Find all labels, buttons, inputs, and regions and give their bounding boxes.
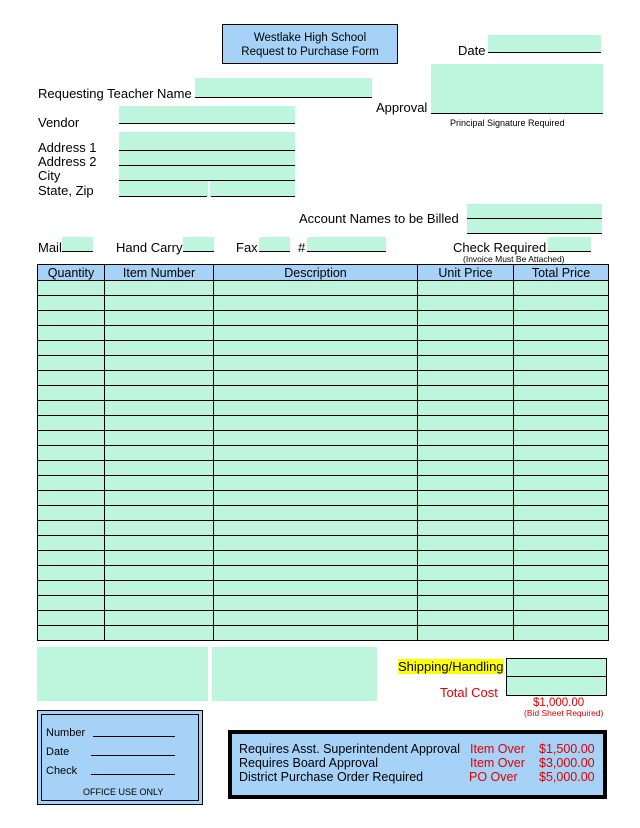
unit-price-cell[interactable] bbox=[418, 341, 514, 356]
total-price-cell[interactable] bbox=[514, 341, 609, 356]
total-price-cell[interactable] bbox=[514, 371, 609, 386]
description-cell[interactable] bbox=[214, 431, 418, 446]
unit-price-cell[interactable] bbox=[418, 386, 514, 401]
quantity-cell[interactable] bbox=[38, 611, 105, 626]
teacher-name-field[interactable] bbox=[195, 78, 372, 98]
item-number-cell[interactable] bbox=[105, 401, 214, 416]
unit-price-cell[interactable] bbox=[418, 506, 514, 521]
total-price-cell[interactable] bbox=[514, 461, 609, 476]
quantity-cell[interactable] bbox=[38, 491, 105, 506]
item-number-cell[interactable] bbox=[105, 281, 214, 296]
shipping-field[interactable] bbox=[506, 658, 607, 677]
description-cell[interactable] bbox=[214, 461, 418, 476]
approval-row-2-condition: Item Over bbox=[470, 756, 525, 770]
description-cell[interactable] bbox=[214, 611, 418, 626]
approval-row-3-amount: $5,000.00 bbox=[539, 770, 595, 784]
office-check-label: Check bbox=[46, 765, 78, 777]
fax-field[interactable] bbox=[259, 237, 290, 252]
total-price-cell[interactable] bbox=[514, 296, 609, 311]
school-name: Westlake High School bbox=[253, 32, 367, 44]
city-label: City bbox=[38, 168, 61, 183]
vendor-label: Vendor bbox=[38, 115, 80, 130]
total-price-cell[interactable] bbox=[514, 581, 609, 596]
account-line-1[interactable] bbox=[467, 218, 602, 219]
description-cell[interactable] bbox=[214, 356, 418, 371]
description-cell[interactable] bbox=[214, 551, 418, 566]
unit-price-cell[interactable] bbox=[418, 491, 514, 506]
city-field[interactable] bbox=[119, 180, 295, 181]
quantity-cell[interactable] bbox=[38, 596, 105, 611]
description-cell[interactable] bbox=[214, 326, 418, 341]
item-number-cell[interactable] bbox=[105, 416, 214, 431]
quantity-cell[interactable] bbox=[38, 416, 105, 431]
items-table-body bbox=[38, 281, 609, 641]
total-price-cell[interactable] bbox=[514, 356, 609, 371]
office-number-label: Number bbox=[46, 727, 86, 739]
description-cell[interactable] bbox=[214, 401, 418, 416]
description-cell[interactable] bbox=[214, 536, 418, 551]
description-cell[interactable] bbox=[214, 491, 418, 506]
office-number-field[interactable] bbox=[93, 724, 175, 737]
item-number-cell[interactable] bbox=[105, 386, 214, 401]
table-row bbox=[38, 341, 609, 356]
approval-line bbox=[431, 113, 603, 114]
items-table bbox=[37, 264, 609, 641]
total-price-cell[interactable] bbox=[514, 626, 609, 641]
total-price-cell[interactable] bbox=[514, 491, 609, 506]
quantity-cell[interactable] bbox=[38, 371, 105, 386]
item-number-cell[interactable] bbox=[105, 626, 214, 641]
table-row bbox=[38, 506, 609, 521]
date-field[interactable] bbox=[488, 35, 601, 53]
approval-row-3-condition: PO Over bbox=[469, 770, 518, 784]
description-cell[interactable] bbox=[214, 596, 418, 611]
table-row bbox=[38, 596, 609, 611]
item-number-cell[interactable] bbox=[105, 491, 214, 506]
table-row bbox=[38, 326, 609, 341]
unit-price-cell[interactable] bbox=[418, 356, 514, 371]
unit-price-cell[interactable] bbox=[418, 551, 514, 566]
description-cell[interactable] bbox=[214, 476, 418, 491]
table-row bbox=[38, 626, 609, 641]
total-cost-field[interactable] bbox=[506, 676, 607, 696]
table-row bbox=[38, 311, 609, 326]
table-row bbox=[38, 581, 609, 596]
unit-price-cell[interactable] bbox=[418, 311, 514, 326]
quantity-cell[interactable] bbox=[38, 536, 105, 551]
table-header-row bbox=[38, 265, 609, 281]
total-price-cell[interactable] bbox=[514, 326, 609, 341]
col-description-header: Description bbox=[214, 265, 418, 281]
item-number-cell[interactable] bbox=[105, 431, 214, 446]
approval-row-2-amount: $3,000.00 bbox=[539, 756, 595, 770]
item-number-cell[interactable] bbox=[105, 326, 214, 341]
table-row bbox=[38, 386, 609, 401]
bid-amount: $1,000.00 bbox=[533, 697, 585, 709]
invoice-note: (Invoice Must Be Attached) bbox=[463, 254, 565, 264]
account-names-label: Account Names to be Billed bbox=[299, 211, 459, 226]
table-row bbox=[38, 446, 609, 461]
principal-note: Principal Signature Required bbox=[450, 118, 565, 128]
quantity-cell[interactable] bbox=[38, 311, 105, 326]
unit-price-cell[interactable] bbox=[418, 611, 514, 626]
date-label: Date bbox=[458, 43, 486, 58]
total-price-cell[interactable] bbox=[514, 506, 609, 521]
table-row bbox=[38, 566, 609, 581]
quantity-cell[interactable] bbox=[38, 356, 105, 371]
quantity-cell[interactable] bbox=[38, 461, 105, 476]
unit-price-cell[interactable] bbox=[418, 566, 514, 581]
total-price-cell[interactable] bbox=[514, 476, 609, 491]
description-cell[interactable] bbox=[214, 341, 418, 356]
quantity-cell[interactable] bbox=[38, 446, 105, 461]
teacher-name-label: Requesting Teacher Name bbox=[38, 86, 192, 101]
item-number-cell[interactable] bbox=[105, 446, 214, 461]
description-cell[interactable] bbox=[214, 296, 418, 311]
table-row bbox=[38, 461, 609, 476]
account-names-area bbox=[467, 204, 602, 234]
quantity-cell[interactable] bbox=[38, 566, 105, 581]
item-number-cell[interactable] bbox=[105, 506, 214, 521]
check-required-field[interactable] bbox=[548, 237, 591, 252]
quantity-cell[interactable] bbox=[38, 296, 105, 311]
description-cell[interactable] bbox=[214, 371, 418, 386]
item-number-cell[interactable] bbox=[105, 551, 214, 566]
unit-price-cell[interactable] bbox=[418, 296, 514, 311]
address2-label: Address 2 bbox=[38, 154, 97, 169]
item-number-cell[interactable] bbox=[105, 356, 214, 371]
col-unit-price-header: Unit Price bbox=[418, 265, 514, 281]
hand-carry-label: Hand Carry bbox=[116, 240, 183, 255]
description-cell[interactable] bbox=[214, 281, 418, 296]
quantity-cell[interactable] bbox=[38, 401, 105, 416]
item-number-cell[interactable] bbox=[105, 521, 214, 536]
approval-label: Approval bbox=[376, 100, 428, 115]
item-number-cell[interactable] bbox=[105, 461, 214, 476]
zip-field[interactable] bbox=[211, 196, 295, 197]
total-price-cell[interactable] bbox=[514, 446, 609, 461]
unit-price-cell[interactable] bbox=[418, 461, 514, 476]
description-cell[interactable] bbox=[214, 521, 418, 536]
description-cell[interactable] bbox=[214, 581, 418, 596]
item-number-cell[interactable] bbox=[105, 536, 214, 551]
item-number-cell[interactable] bbox=[105, 311, 214, 326]
notes-box-right[interactable] bbox=[212, 647, 377, 701]
unit-price-cell[interactable] bbox=[418, 536, 514, 551]
description-cell[interactable] bbox=[214, 311, 418, 326]
office-check-field[interactable] bbox=[91, 762, 175, 775]
total-cost-label: Total Cost bbox=[440, 685, 498, 700]
description-cell[interactable] bbox=[214, 446, 418, 461]
table-row bbox=[38, 371, 609, 386]
table-row bbox=[38, 551, 609, 566]
unit-price-cell[interactable] bbox=[418, 371, 514, 386]
address1-label: Address 1 bbox=[38, 140, 97, 155]
total-price-cell[interactable] bbox=[514, 536, 609, 551]
total-price-cell[interactable] bbox=[514, 401, 609, 416]
state-field[interactable] bbox=[119, 196, 207, 197]
address2-field[interactable] bbox=[119, 165, 295, 166]
notes-box-left[interactable] bbox=[37, 647, 208, 701]
quantity-cell[interactable] bbox=[38, 431, 105, 446]
item-number-cell[interactable] bbox=[105, 371, 214, 386]
fax-number-field[interactable] bbox=[307, 237, 386, 252]
unit-price-cell[interactable] bbox=[418, 281, 514, 296]
col-item-number-header: Item Number bbox=[105, 265, 214, 281]
bid-note: (Bid Sheet Required) bbox=[524, 708, 604, 718]
unit-price-cell[interactable] bbox=[418, 596, 514, 611]
description-cell[interactable] bbox=[214, 416, 418, 431]
table-row bbox=[38, 416, 609, 431]
approval-row-2-label: Requires Board Approval bbox=[239, 756, 378, 770]
table-row bbox=[38, 281, 609, 296]
unit-price-cell[interactable] bbox=[418, 401, 514, 416]
quantity-cell[interactable] bbox=[38, 476, 105, 491]
unit-price-cell[interactable] bbox=[418, 416, 514, 431]
state-zip-divider bbox=[208, 181, 210, 196]
fax-number-label: # bbox=[298, 240, 306, 255]
total-price-cell[interactable] bbox=[514, 311, 609, 326]
mail-field[interactable] bbox=[62, 237, 93, 252]
description-cell[interactable] bbox=[214, 386, 418, 401]
shipping-label: Shipping/Handling bbox=[398, 659, 504, 674]
check-required-label: Check Required bbox=[453, 240, 547, 255]
quantity-cell[interactable] bbox=[38, 386, 105, 401]
total-price-cell[interactable] bbox=[514, 431, 609, 446]
unit-price-cell[interactable] bbox=[418, 476, 514, 491]
table-row bbox=[38, 536, 609, 551]
total-price-cell[interactable] bbox=[514, 521, 609, 536]
table-row bbox=[38, 401, 609, 416]
table-row bbox=[38, 296, 609, 311]
table-row bbox=[38, 431, 609, 446]
unit-price-cell[interactable] bbox=[418, 626, 514, 641]
approval-row-1-condition: Item Over bbox=[470, 742, 525, 756]
vendor-field[interactable] bbox=[119, 106, 295, 124]
total-price-cell[interactable] bbox=[514, 551, 609, 566]
item-number-cell[interactable] bbox=[105, 611, 214, 626]
item-number-cell[interactable] bbox=[105, 341, 214, 356]
item-number-cell[interactable] bbox=[105, 566, 214, 581]
table-row bbox=[38, 521, 609, 536]
account-line-2[interactable] bbox=[467, 233, 602, 234]
unit-price-cell[interactable] bbox=[418, 431, 514, 446]
quantity-cell[interactable] bbox=[38, 326, 105, 341]
unit-price-cell[interactable] bbox=[418, 521, 514, 536]
item-number-cell[interactable] bbox=[105, 596, 214, 611]
table-row bbox=[38, 356, 609, 371]
approval-signature-box[interactable] bbox=[431, 64, 603, 114]
fax-label: Fax bbox=[236, 240, 258, 255]
description-cell[interactable] bbox=[214, 626, 418, 641]
hand-carry-field[interactable] bbox=[183, 237, 214, 252]
total-price-cell[interactable] bbox=[514, 596, 609, 611]
approval-row-3-label: District Purchase Order Required bbox=[239, 770, 424, 784]
total-price-cell[interactable] bbox=[514, 416, 609, 431]
total-price-cell[interactable] bbox=[514, 611, 609, 626]
description-cell[interactable] bbox=[214, 566, 418, 581]
unit-price-cell[interactable] bbox=[418, 581, 514, 596]
state-zip-label: State, Zip bbox=[38, 183, 94, 198]
quantity-cell[interactable] bbox=[38, 341, 105, 356]
item-number-cell[interactable] bbox=[105, 476, 214, 491]
total-price-cell[interactable] bbox=[514, 281, 609, 296]
quantity-cell[interactable] bbox=[38, 521, 105, 536]
col-quantity-header: Quantity bbox=[38, 265, 105, 281]
approval-row-1-label: Requires Asst. Superintendent Approval bbox=[239, 742, 460, 756]
office-date-field[interactable] bbox=[91, 743, 175, 756]
description-cell[interactable] bbox=[214, 506, 418, 521]
col-total-price-header: Total Price bbox=[514, 265, 609, 281]
table-row bbox=[38, 476, 609, 491]
approval-row-1-amount: $1,500.00 bbox=[539, 742, 595, 756]
quantity-cell[interactable] bbox=[38, 581, 105, 596]
total-price-cell[interactable] bbox=[514, 566, 609, 581]
quantity-cell[interactable] bbox=[38, 626, 105, 641]
quantity-cell[interactable] bbox=[38, 551, 105, 566]
office-use-footer: OFFICE USE ONLY bbox=[83, 787, 164, 797]
mail-label: Mail bbox=[38, 240, 62, 255]
form-title: Request to Purchase Form bbox=[241, 46, 379, 58]
quantity-cell[interactable] bbox=[38, 506, 105, 521]
item-number-cell[interactable] bbox=[105, 581, 214, 596]
unit-price-cell[interactable] bbox=[418, 446, 514, 461]
table-row bbox=[38, 491, 609, 506]
unit-price-cell[interactable] bbox=[418, 326, 514, 341]
quantity-cell[interactable] bbox=[38, 281, 105, 296]
table-row bbox=[38, 611, 609, 626]
total-price-cell[interactable] bbox=[514, 386, 609, 401]
address1-field[interactable] bbox=[119, 150, 295, 151]
item-number-cell[interactable] bbox=[105, 296, 214, 311]
form-title-box bbox=[222, 24, 398, 64]
office-date-label: Date bbox=[46, 746, 70, 758]
